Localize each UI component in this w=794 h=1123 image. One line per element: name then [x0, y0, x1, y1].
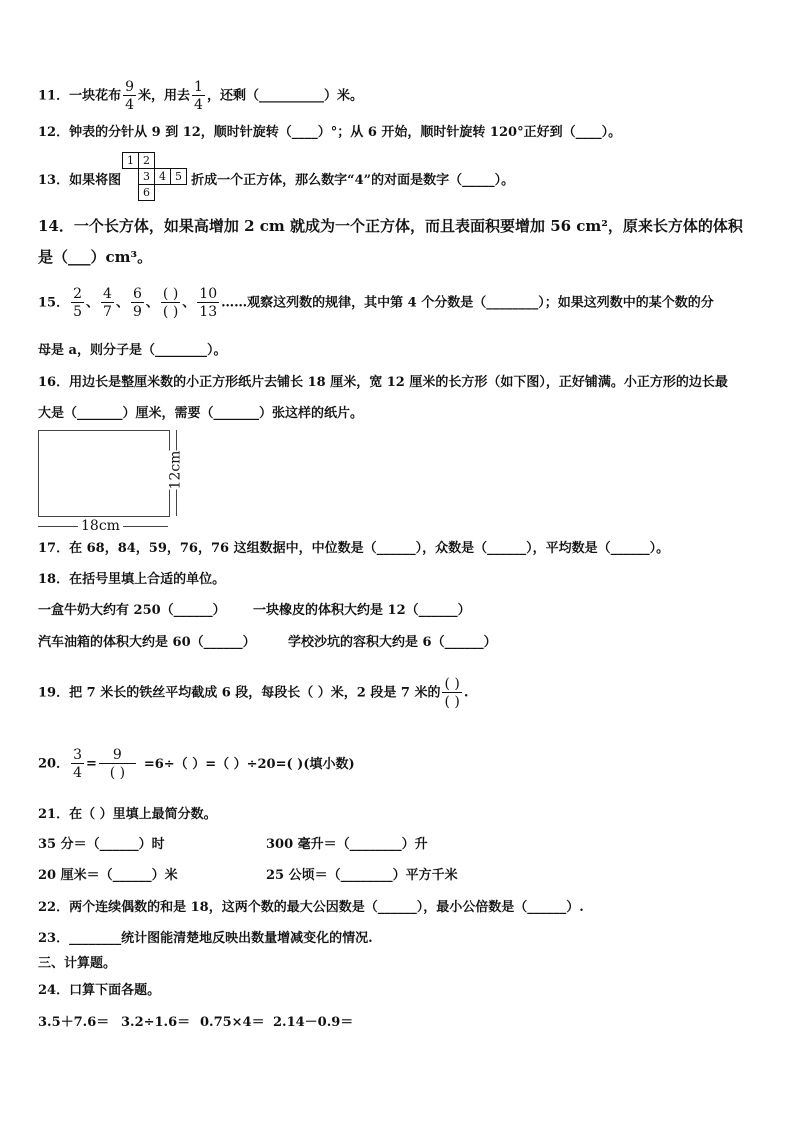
- question-14-line2: 是（___）cm³。: [38, 248, 153, 266]
- q11-number: 11．: [38, 88, 70, 104]
- question-17: 17．在 68，84，59，76，76 这组数据中，中位数是（______），众数是（______），平均数是（______）。: [38, 541, 670, 556]
- sequence-fraction: [71, 287, 84, 319]
- frac-den: ( ): [109, 765, 126, 781]
- question-24-title: 24．口算下面各题。: [38, 983, 161, 998]
- q19-end: .: [463, 685, 469, 701]
- frac-den: 4: [73, 765, 83, 781]
- frac-den: 13: [199, 304, 218, 320]
- q11-text-pre: 一块花布: [69, 88, 122, 104]
- question-11: [38, 80, 363, 112]
- question-22: 22．两个连续偶数的和是 18，这两个数的最大公因数是（______），最小公倍数是（______）.: [38, 900, 584, 915]
- q15-tail: ……观察这列数的规律，其中第 4 个分数是（________）；如果这列数中的某个数的分: [221, 295, 714, 311]
- q24-item: 3.5＋7.6＝: [38, 1015, 110, 1030]
- net-cell: 3: [138, 168, 155, 185]
- frac-num: 9: [125, 79, 135, 95]
- equals-sign: =: [86, 756, 97, 772]
- net-cell: 2: [138, 152, 155, 169]
- q20-rest: =6÷（ ）=（ ）÷20=( )(填小数): [143, 756, 355, 772]
- height-label: 12cm: [167, 450, 184, 490]
- net-cell: 4: [154, 168, 171, 185]
- q18-item-d: 学校沙坑的容积大约是 6（______）: [288, 635, 497, 650]
- q18-item-a: 一盒牛奶大约有 250（______）: [38, 603, 226, 618]
- sequence-fraction: [101, 287, 114, 319]
- q18-item-b: 一块橡皮的体积大约是 12（______）: [253, 603, 471, 618]
- frac-den: 7: [103, 304, 112, 320]
- frac-den: ( ): [444, 694, 460, 710]
- q21-item-d: 25 公顷＝（________）平方千米: [266, 868, 458, 883]
- q21-item-a: 35 分＝（______）时: [38, 837, 165, 852]
- rectangle-figure: [38, 430, 170, 517]
- fraction-three-fourths: [71, 748, 84, 780]
- fraction-one-fourth: [192, 80, 205, 112]
- frac-den: 4: [125, 97, 135, 113]
- frac-num: ( ): [162, 286, 179, 302]
- frac-num: 9: [99, 748, 136, 764]
- q15-number: 15．: [38, 295, 70, 311]
- sequence-fraction: [197, 287, 219, 319]
- frac-den: 5: [73, 304, 83, 320]
- q24-item: 3.2÷1.6＝: [121, 1015, 191, 1030]
- frac-num: 4: [103, 286, 112, 302]
- question-15-line1: [38, 287, 714, 319]
- q13-text-pre: 13．如果将图: [38, 173, 122, 188]
- question-16-line2: 大是（_______）厘米，需要（_______）张这样的纸片。: [38, 406, 364, 421]
- q19-text: 19．把 7 米长的铁丝平均截成 6 段，每段长（ ）米，2 段是 7 米的: [38, 685, 441, 701]
- question-21-title: 21．在（ ）里填上最简分数。: [38, 807, 217, 822]
- q18-item-c: 汽车油箱的体积大约是 60（______）: [38, 635, 256, 650]
- width-label: 18cm: [78, 519, 123, 533]
- question-20: [38, 748, 355, 780]
- q21-item-c: 20 厘米＝（______）米: [38, 868, 178, 883]
- fraction-blank: [442, 677, 461, 709]
- q21-item-b: 300 毫升＝（________）升: [266, 837, 428, 852]
- separator: 、: [115, 295, 129, 311]
- question-19: [38, 677, 468, 709]
- frac-num: ( ): [444, 676, 460, 692]
- question-12: 12．钟表的分针从 9 到 12，顺时针旋转（____）°；从 6 开始，顺时针旋转 120°正好到（____）。: [38, 125, 622, 140]
- net-cell: 5: [170, 168, 187, 185]
- q13-text-post: 折成一个正方体，那么数字“4”的对面是数字（_____）。: [191, 173, 515, 188]
- frac-num: 10: [199, 286, 218, 302]
- section-heading: 三、计算题。: [38, 956, 117, 971]
- frac-den: 9: [132, 304, 142, 320]
- height-dimension: [167, 430, 186, 516]
- sequence-fraction-blank: [161, 287, 180, 319]
- question-23: 23．________统计图能清楚地反映出数量增减变化的情况.: [38, 931, 373, 946]
- frac-num: 6: [132, 286, 142, 302]
- q24-item: 0.75×4＝: [200, 1015, 265, 1030]
- separator: 、: [145, 295, 159, 311]
- separator: 、: [86, 295, 100, 311]
- question-15-line2: 母是 a，则分子是（________）。: [38, 343, 227, 358]
- fraction-nine-blank: [99, 748, 136, 780]
- frac-den: ( ): [162, 304, 179, 320]
- question-13: [38, 174, 514, 187]
- q11-text-post: ，还剩（__________）米。: [206, 88, 363, 104]
- frac-num: 2: [73, 286, 83, 302]
- q24-item: 2.14－0.9＝: [273, 1015, 354, 1030]
- question-14-line1: 14．一个长方体，如果高增加 2 cm 就成为一个正方体，而且表面积要增加 56 cm²，原来长方体的体积: [38, 217, 743, 235]
- sequence-fraction: [131, 287, 144, 319]
- q11-text-mid: 米，用去: [138, 88, 191, 104]
- width-dimension: [38, 519, 168, 533]
- separator: 、: [182, 295, 196, 311]
- fraction-nine-fourths: [123, 80, 136, 112]
- net-cell: 6: [138, 184, 155, 201]
- question-16-line1: 16．用边长是整厘米数的小正方形纸片去铺长 18 厘米，宽 12 厘米的长方形（如下图），正好铺满。小正方形的边长最: [38, 375, 728, 390]
- frac-den: 4: [194, 97, 203, 113]
- frac-num: 3: [73, 747, 83, 763]
- net-cell: 1: [122, 152, 139, 169]
- frac-num: 1: [194, 79, 203, 95]
- question-18-title: 18．在括号里填上合适的单位。: [38, 572, 226, 587]
- q20-number: 20．: [38, 756, 70, 772]
